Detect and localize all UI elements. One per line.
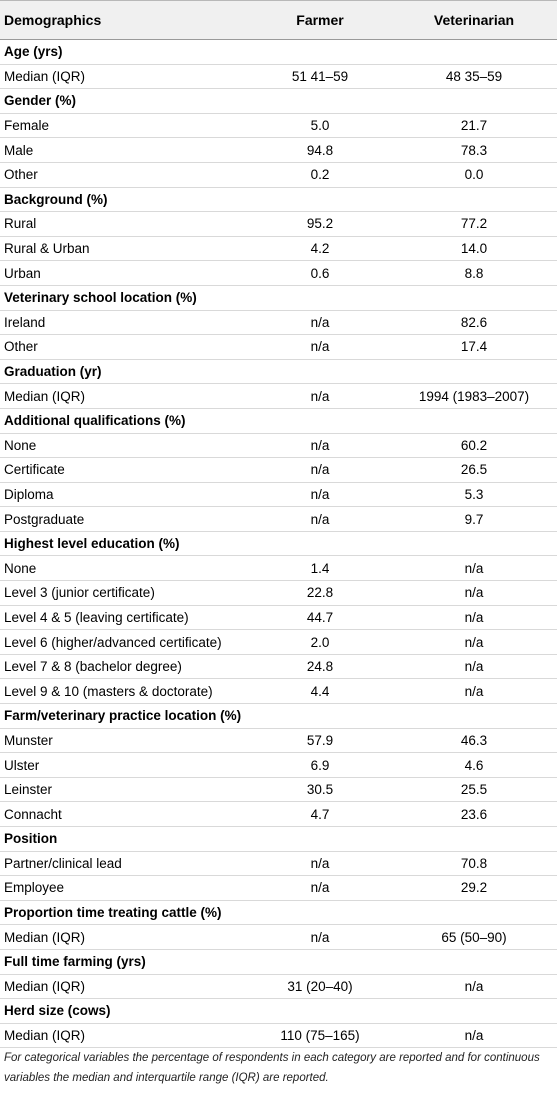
veterinarian-value: 82.6 — [391, 310, 557, 335]
section-header-row — [0, 408, 557, 433]
row-label: Partner/clinical lead — [0, 851, 249, 876]
veterinarian-value: 65 (50–90) — [391, 925, 557, 950]
section-label: Veterinary school location (%) — [0, 285, 557, 310]
section-label: Proportion time treating cattle (%) — [0, 900, 557, 925]
table-row — [0, 777, 557, 802]
section-label: Full time farming (yrs) — [0, 949, 557, 974]
veterinarian-value: 60.2 — [391, 433, 557, 458]
row-label: Level 3 (junior certificate) — [0, 581, 249, 606]
farmer-value: 0.6 — [249, 261, 391, 286]
row-label: Rural — [0, 212, 249, 237]
table-row — [0, 851, 557, 876]
section-header-row — [0, 89, 557, 114]
section-header-row — [0, 359, 557, 384]
farmer-value: 110 (75–165) — [249, 1023, 391, 1048]
section-header-row — [0, 531, 557, 556]
table-row — [0, 138, 557, 163]
section-header-row — [0, 704, 557, 729]
row-label: Urban — [0, 261, 249, 286]
veterinarian-value: 26.5 — [391, 458, 557, 483]
veterinarian-value: n/a — [391, 1023, 557, 1048]
table-row — [0, 113, 557, 138]
section-header-row — [0, 949, 557, 974]
veterinarian-value: 25.5 — [391, 777, 557, 802]
row-label: Diploma — [0, 482, 249, 507]
row-label: Other — [0, 335, 249, 360]
table-row — [0, 458, 557, 483]
veterinarian-value: 8.8 — [391, 261, 557, 286]
table-row — [0, 433, 557, 458]
table-body — [0, 40, 557, 1048]
section-header-row — [0, 285, 557, 310]
section-label: Highest level education (%) — [0, 531, 557, 556]
farmer-value: 51 41–59 — [249, 64, 391, 89]
table-row — [0, 581, 557, 606]
table-row — [0, 236, 557, 261]
table-row — [0, 925, 557, 950]
farmer-value: 5.0 — [249, 113, 391, 138]
farmer-value: 4.4 — [249, 679, 391, 704]
row-label: Munster — [0, 728, 249, 753]
section-header-row — [0, 827, 557, 852]
farmer-value: 2.0 — [249, 630, 391, 655]
farmer-value: n/a — [249, 384, 391, 409]
table-row — [0, 630, 557, 655]
table-row — [0, 974, 557, 999]
table-row — [0, 482, 557, 507]
row-label: None — [0, 433, 249, 458]
veterinarian-value: 46.3 — [391, 728, 557, 753]
section-header-row — [0, 999, 557, 1024]
table-row — [0, 728, 557, 753]
farmer-value: n/a — [249, 482, 391, 507]
row-label: None — [0, 556, 249, 581]
row-label: Level 7 & 8 (bachelor degree) — [0, 654, 249, 679]
section-label: Age (yrs) — [0, 40, 557, 65]
farmer-value: 31 (20–40) — [249, 974, 391, 999]
row-label: Connacht — [0, 802, 249, 827]
section-label: Farm/veterinary practice location (%) — [0, 704, 557, 729]
veterinarian-value: n/a — [391, 654, 557, 679]
table-row — [0, 162, 557, 187]
row-label: Rural & Urban — [0, 236, 249, 261]
farmer-value: 24.8 — [249, 654, 391, 679]
veterinarian-value: n/a — [391, 605, 557, 630]
veterinarian-value: 23.6 — [391, 802, 557, 827]
section-header-row — [0, 187, 557, 212]
table-row — [0, 753, 557, 778]
header-veterinarian: Veterinarian — [391, 1, 557, 40]
row-label: Certificate — [0, 458, 249, 483]
veterinarian-value: n/a — [391, 630, 557, 655]
table-row — [0, 261, 557, 286]
veterinarian-value: 77.2 — [391, 212, 557, 237]
farmer-value: n/a — [249, 507, 391, 532]
veterinarian-value: n/a — [391, 974, 557, 999]
veterinarian-value: 9.7 — [391, 507, 557, 532]
section-label: Herd size (cows) — [0, 999, 557, 1024]
section-header-row — [0, 900, 557, 925]
table-row — [0, 384, 557, 409]
farmer-value: 6.9 — [249, 753, 391, 778]
farmer-value: 22.8 — [249, 581, 391, 606]
farmer-value: 57.9 — [249, 728, 391, 753]
veterinarian-value: 0.0 — [391, 162, 557, 187]
section-label: Background (%) — [0, 187, 557, 212]
veterinarian-value: n/a — [391, 679, 557, 704]
row-label: Ulster — [0, 753, 249, 778]
veterinarian-value: n/a — [391, 556, 557, 581]
row-label: Level 6 (higher/advanced certificate) — [0, 630, 249, 655]
veterinarian-value: 14.0 — [391, 236, 557, 261]
farmer-value: 94.8 — [249, 138, 391, 163]
section-label: Additional qualifications (%) — [0, 408, 557, 433]
header-farmer: Farmer — [249, 1, 391, 40]
table-row — [0, 679, 557, 704]
table-row — [0, 556, 557, 581]
farmer-value: n/a — [249, 335, 391, 360]
farmer-value: 1.4 — [249, 556, 391, 581]
veterinarian-value: n/a — [391, 581, 557, 606]
veterinarian-value: 29.2 — [391, 876, 557, 901]
farmer-value: n/a — [249, 310, 391, 335]
row-label: Other — [0, 162, 249, 187]
table-row — [0, 654, 557, 679]
row-label: Male — [0, 138, 249, 163]
table-row — [0, 64, 557, 89]
table-row — [0, 802, 557, 827]
section-label: Graduation (yr) — [0, 359, 557, 384]
farmer-value: n/a — [249, 851, 391, 876]
farmer-value: 95.2 — [249, 212, 391, 237]
row-label: Median (IQR) — [0, 384, 249, 409]
row-label: Female — [0, 113, 249, 138]
row-label: Median (IQR) — [0, 64, 249, 89]
table-row — [0, 605, 557, 630]
row-label: Level 4 & 5 (leaving certificate) — [0, 605, 249, 630]
veterinarian-value: 17.4 — [391, 335, 557, 360]
section-label: Gender (%) — [0, 89, 557, 114]
veterinarian-value: 5.3 — [391, 482, 557, 507]
table-header — [0, 1, 557, 40]
row-label: Median (IQR) — [0, 974, 249, 999]
veterinarian-value: 78.3 — [391, 138, 557, 163]
veterinarian-value: 4.6 — [391, 753, 557, 778]
row-label: Employee — [0, 876, 249, 901]
row-label: Ireland — [0, 310, 249, 335]
table-row — [0, 507, 557, 532]
table-row — [0, 310, 557, 335]
row-label: Level 9 & 10 (masters & doctorate) — [0, 679, 249, 704]
farmer-value: n/a — [249, 925, 391, 950]
row-label: Median (IQR) — [0, 925, 249, 950]
row-label: Leinster — [0, 777, 249, 802]
header-demographics: Demographics — [0, 1, 249, 40]
header-row — [0, 1, 557, 40]
table-row — [0, 335, 557, 360]
row-label: Median (IQR) — [0, 1023, 249, 1048]
farmer-value: 0.2 — [249, 162, 391, 187]
farmer-value: n/a — [249, 458, 391, 483]
veterinarian-value: 21.7 — [391, 113, 557, 138]
table-row — [0, 212, 557, 237]
section-header-row — [0, 40, 557, 65]
farmer-value: 30.5 — [249, 777, 391, 802]
farmer-value: n/a — [249, 433, 391, 458]
row-label: Postgraduate — [0, 507, 249, 532]
table-row — [0, 876, 557, 901]
veterinarian-value: 48 35–59 — [391, 64, 557, 89]
table-row — [0, 1023, 557, 1048]
section-label: Position — [0, 827, 557, 852]
veterinarian-value: 1994 (1983–2007) — [391, 384, 557, 409]
farmer-value: 4.7 — [249, 802, 391, 827]
veterinarian-value: 70.8 — [391, 851, 557, 876]
farmer-value: 4.2 — [249, 236, 391, 261]
table-footnote: For categorical variables the percentage of respondents in each category are reported and for continuous variables the median and interquartile range (IQR) are reported. — [4, 1052, 540, 1084]
farmer-value: 44.7 — [249, 605, 391, 630]
farmer-value: n/a — [249, 876, 391, 901]
